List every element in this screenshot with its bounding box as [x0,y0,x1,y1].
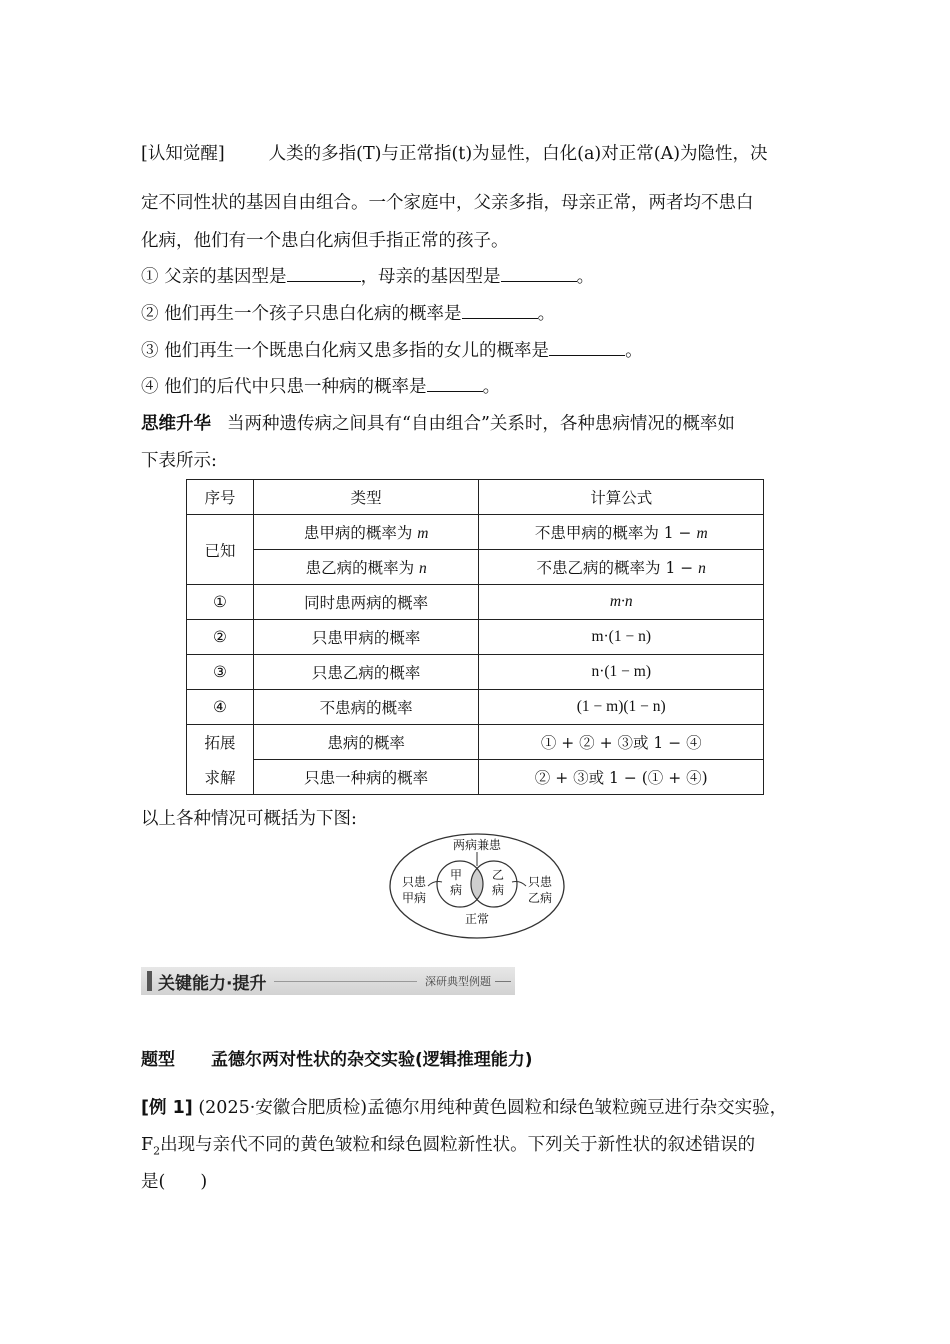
label-only-a: 甲病 [401,891,427,905]
pointer-line [428,882,442,887]
table-row [187,585,764,620]
table-header: 计算公式 [479,480,764,515]
formula-cell: 不患乙病的概率为 1 − n [479,550,764,585]
label-a: 病 [449,883,463,897]
formula-cell: ① + ② + ③或 1 − ④ [479,725,764,760]
answer-blank[interactable] [427,377,483,392]
label-only-b: 乙病 [527,891,553,905]
summary-line-2: 下表所示: [141,451,217,471]
type-cell: 只患一种病的概率 [253,760,479,795]
table-row [187,725,764,760]
table-header: 序号 [187,480,254,515]
label-normal: 正常 [464,912,490,926]
table-row [187,655,764,690]
section-title: 关键能力·提升 [158,973,267,994]
section-subtitle: 深研典型例题 [425,975,491,988]
label-b: 病 [491,883,505,897]
label-a: 甲 [449,868,463,882]
answer-blank[interactable] [549,341,625,356]
section-rule [274,981,417,982]
table-row [187,760,764,795]
type-cell: 患乙病的概率为 n [253,550,479,585]
awareness-line-3: 化病，他们有一个患白化病但手指正常的孩子。 [141,231,509,251]
formula-cell: n·(1 − m) [479,655,764,690]
example-label: [例 1] [141,1098,193,1118]
table-row [187,550,764,585]
question-4: ④ 他们的后代中只患一种病的概率是 。 [141,377,501,397]
awareness-label: [认知觉醒] [141,144,225,164]
answer-blank[interactable] [287,267,361,282]
question-2: ② 他们再生一个孩子只患白化病的概率是 。 [141,304,556,324]
answer-blank[interactable] [501,267,577,282]
table-row [187,515,764,550]
topic-label: 题型 [141,1050,175,1070]
venn-diagram [388,832,566,940]
section-bar [147,971,152,991]
type-cell: 患甲病的概率为 m [253,515,479,550]
formula-cell: (1 − m)(1 − n) [479,690,764,725]
answer-blank[interactable] [462,304,538,319]
type-cell: 只患甲病的概率 [253,620,479,655]
example-line-2: $F_2$出现与亲代不同的黄色皱粒和绿色圆粒新性状。下列关于新性状的叙述错误的 [141,1135,756,1158]
index-cell: ③ [187,655,254,690]
table-row [187,690,764,725]
type-cell: 患病的概率 [253,725,479,760]
section-banner [141,967,515,995]
type-cell: 只患乙病的概率 [253,655,479,690]
topic-heading [141,1045,533,1070]
example-line-3: 是( ) [141,1172,208,1192]
diagram-caption: 以上各种情况可概括为下图: [141,809,357,829]
awareness-line-2: 定不同性状的基因自由组合。一个家庭中，父亲多指，母亲正常，两者均不患白 [141,193,754,213]
type-cell: 同时患两病的概率 [253,585,479,620]
label-both: 两病兼患 [452,838,502,852]
index-cell: ④ [187,690,254,725]
table-header: 类型 [253,480,479,515]
table-header-row [187,480,764,515]
summary-label: 思维升华 [141,414,211,434]
section-rule [495,981,511,982]
table-row [187,620,764,655]
label-only-a: 只患 [401,875,427,889]
index-cell: ① [187,585,254,620]
label-only-b: 只患 [527,875,553,889]
known-label: 已知 [187,515,254,585]
formula-cell: ② + ③或 1 − (① + ④) [479,760,764,795]
type-cell: 不患病的概率 [253,690,479,725]
pointer-line [512,882,526,887]
formula-cell: 不患甲病的概率为 1 − m [479,515,764,550]
question-3: ③ 他们再生一个既患白化病又患多指的女儿的概率是 。 [141,341,643,361]
summary-line-1: 思维升华 当两种遗传病之间具有“自由组合”关系时，各种患病情况的概率如 [141,414,735,434]
formula-cell: m·(1 − n) [479,620,764,655]
awareness-line-1: [认知觉醒] 人类的多指(T)与正常指(t)为显性，白化(a)对正常(A)为隐性，决 [141,144,768,164]
extend-label: 拓展 [187,725,254,760]
topic-title: 孟德尔两对性状的杂交实验(逻辑推理能力) [211,1050,533,1070]
label-b: 乙 [491,868,505,882]
question-1: ① 父亲的基因型是 ，母亲的基因型是 。 [141,267,595,287]
probability-table [186,479,764,795]
formula-cell: m·n [479,585,764,620]
example-line-1: [例 1] (2025·安徽合肥质检)孟德尔用纯种黄色圆粒和绿色皱粒豌豆进行杂交实验， [141,1098,788,1118]
extend-label: 求解 [187,760,254,795]
index-cell: ② [187,620,254,655]
